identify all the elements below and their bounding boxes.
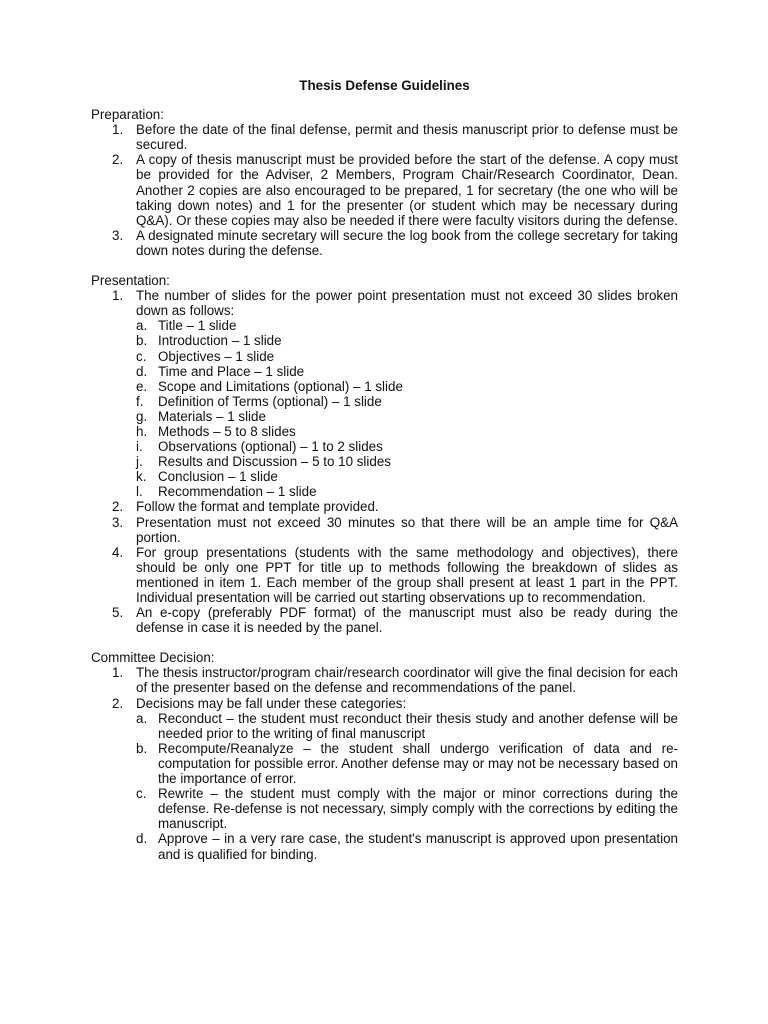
presentation-list xyxy=(91,288,678,635)
list-item-text: The number of slides for the power point presentation must not exceed 30 slides broken down as follows: xyxy=(136,288,678,319)
document-page xyxy=(91,78,678,877)
sub-list-marker: k. xyxy=(136,469,147,485)
list-item xyxy=(91,696,678,862)
list-item xyxy=(91,288,678,499)
sub-list-item xyxy=(136,786,678,831)
list-marker: 4. xyxy=(112,544,124,560)
list-marker: 1. xyxy=(112,665,124,681)
sub-list-item-text: Recompute/Reanalyze – the student shall undergo verification of data and re-computation for possible error. Another defense may or may not be necessary based on the importance of error. xyxy=(158,740,678,787)
sub-list-item xyxy=(136,741,678,786)
sub-list-marker: d. xyxy=(136,363,148,379)
presentation-heading: Presentation: xyxy=(91,273,170,289)
sub-list-item-text: Objectives – 1 slide xyxy=(158,348,275,364)
list-item xyxy=(91,515,678,545)
sub-list-item xyxy=(136,484,678,499)
list-item xyxy=(91,545,678,605)
sub-list-item-text: Approve – in a very rare case, the student's manuscript is approved upon presentation and is qualified for binding. xyxy=(158,831,678,862)
sub-list-item xyxy=(136,711,678,741)
list-item xyxy=(91,499,678,514)
list-marker: 5. xyxy=(112,605,124,621)
sub-list-marker: i. xyxy=(136,439,143,455)
list-marker: 1. xyxy=(112,288,124,304)
list-item-text: The thesis instructor/program chair/research coordinator will give the final decision for each of the presenter based on the defense and recommendations of the panel. xyxy=(136,665,678,696)
preparation-heading: Preparation: xyxy=(91,107,164,123)
list-marker: 2. xyxy=(112,152,124,168)
sub-list-item xyxy=(136,379,678,394)
sub-list-item-text: Time and Place – 1 slide xyxy=(158,363,305,379)
sub-list-item xyxy=(136,409,678,424)
sub-list-item xyxy=(136,439,678,454)
sub-list-item-text: Methods – 5 to 8 slides xyxy=(158,423,296,439)
list-item-text: Presentation must not exceed 30 minutes so that there will be an ample time for Q&A portion. xyxy=(136,514,678,545)
slide-breakdown-list xyxy=(136,318,678,499)
sub-list-item xyxy=(136,333,678,348)
sub-list-item xyxy=(136,394,678,409)
sub-list-item-text: Definition of Terms (optional) – 1 slide xyxy=(158,393,382,409)
sub-list-item-text: Title – 1 slide xyxy=(158,318,237,334)
sub-list-marker: g. xyxy=(136,408,148,424)
sub-list-marker: d. xyxy=(136,831,148,847)
sub-list-item xyxy=(136,349,678,364)
presentation-section xyxy=(91,273,678,635)
list-item-text: A copy of thesis manuscript must be provided before the start of the defense. A copy must be provided for the Adviser, 2 Members, Program Chair/Research Coordinator, Dean. Another 2 copies are also encouraged to be prepared, 1 for secretary (the one who will be taking down notes) and 1 for the presenter (or student which may be necessary during Q&A). Or these copies may also be needed if there were faculty visitors during the defense. xyxy=(136,152,678,228)
sub-list-item-text: Observations (optional) – 1 to 2 slides xyxy=(158,439,383,455)
sub-list-item-text: Rewrite – the student must comply with the major or minor corrections during the defense. Re-defense is not necessary, simply comply with the corrections by editing the manuscript. xyxy=(158,786,678,832)
sub-list-marker: e. xyxy=(136,378,148,394)
sub-list-item xyxy=(136,831,678,861)
list-item-text: A designated minute secretary will secure the log book from the college secretary for taking down notes during the defense. xyxy=(136,227,678,258)
committee-section xyxy=(91,650,678,861)
preparation-list xyxy=(91,122,678,258)
list-item-text: Decisions may be fall under these categories: xyxy=(136,695,407,711)
list-item-text: Before the date of the final defense, permit and thesis manuscript prior to defense must be secured. xyxy=(136,122,678,153)
list-item xyxy=(91,605,678,635)
sub-list-item-text: Reconduct – the student must reconduct their thesis study and another defense will be needed prior to the writing of final manuscript xyxy=(158,710,678,741)
list-marker: 2. xyxy=(112,695,124,711)
list-item xyxy=(91,228,678,258)
list-item xyxy=(91,122,678,152)
sub-list-marker: b. xyxy=(136,740,148,756)
preparation-section xyxy=(91,107,678,258)
sub-list-item-text: Introduction – 1 slide xyxy=(158,333,282,349)
list-item-text: For group presentations (students with the same methodology and objectives), there should be only one PPT for title up to methods following the breakdown of slides as mentioned in item 1. Each member of the group shall present at least 1 part in the PPT. Individual presentation will be carried out starting observations up to recommendation. xyxy=(136,544,678,605)
sub-list-item-text: Conclusion – 1 slide xyxy=(158,469,278,485)
list-marker: 3. xyxy=(112,227,124,243)
decision-categories-list xyxy=(136,711,678,862)
list-marker: 1. xyxy=(112,122,124,138)
sub-list-item-text: Recommendation – 1 slide xyxy=(158,484,317,500)
list-marker: 2. xyxy=(112,499,124,515)
sub-list-marker: j. xyxy=(136,454,143,470)
sub-list-item-text: Materials – 1 slide xyxy=(158,408,266,424)
sub-list-item xyxy=(136,364,678,379)
list-item xyxy=(91,665,678,695)
sub-list-item-text: Results and Discussion – 5 to 10 slides xyxy=(158,454,391,470)
sub-list-marker: c. xyxy=(136,786,147,802)
committee-heading: Committee Decision: xyxy=(91,650,215,666)
sub-list-marker: f. xyxy=(136,393,144,409)
sub-list-item xyxy=(136,318,678,333)
sub-list-marker: b. xyxy=(136,333,148,349)
sub-list-marker: c. xyxy=(136,348,147,364)
list-marker: 3. xyxy=(112,514,124,530)
sub-list-marker: l. xyxy=(136,484,143,500)
committee-list xyxy=(91,665,678,861)
sub-list-marker: a. xyxy=(136,710,148,726)
list-item-text: An e-copy (preferably PDF format) of the manuscript must also be ready during the defense in case it is needed by the panel. xyxy=(136,605,678,636)
sub-list-item xyxy=(136,424,678,439)
sub-list-item-text: Scope and Limitations (optional) – 1 slide xyxy=(158,378,403,394)
document-title: Thesis Defense Guidelines xyxy=(299,78,470,93)
sub-list-marker: a. xyxy=(136,318,148,334)
list-item-text: Follow the format and template provided. xyxy=(136,499,379,515)
sub-list-item xyxy=(136,454,678,469)
sub-list-marker: h. xyxy=(136,423,148,439)
sub-list-item xyxy=(136,469,678,484)
list-item xyxy=(91,152,678,227)
